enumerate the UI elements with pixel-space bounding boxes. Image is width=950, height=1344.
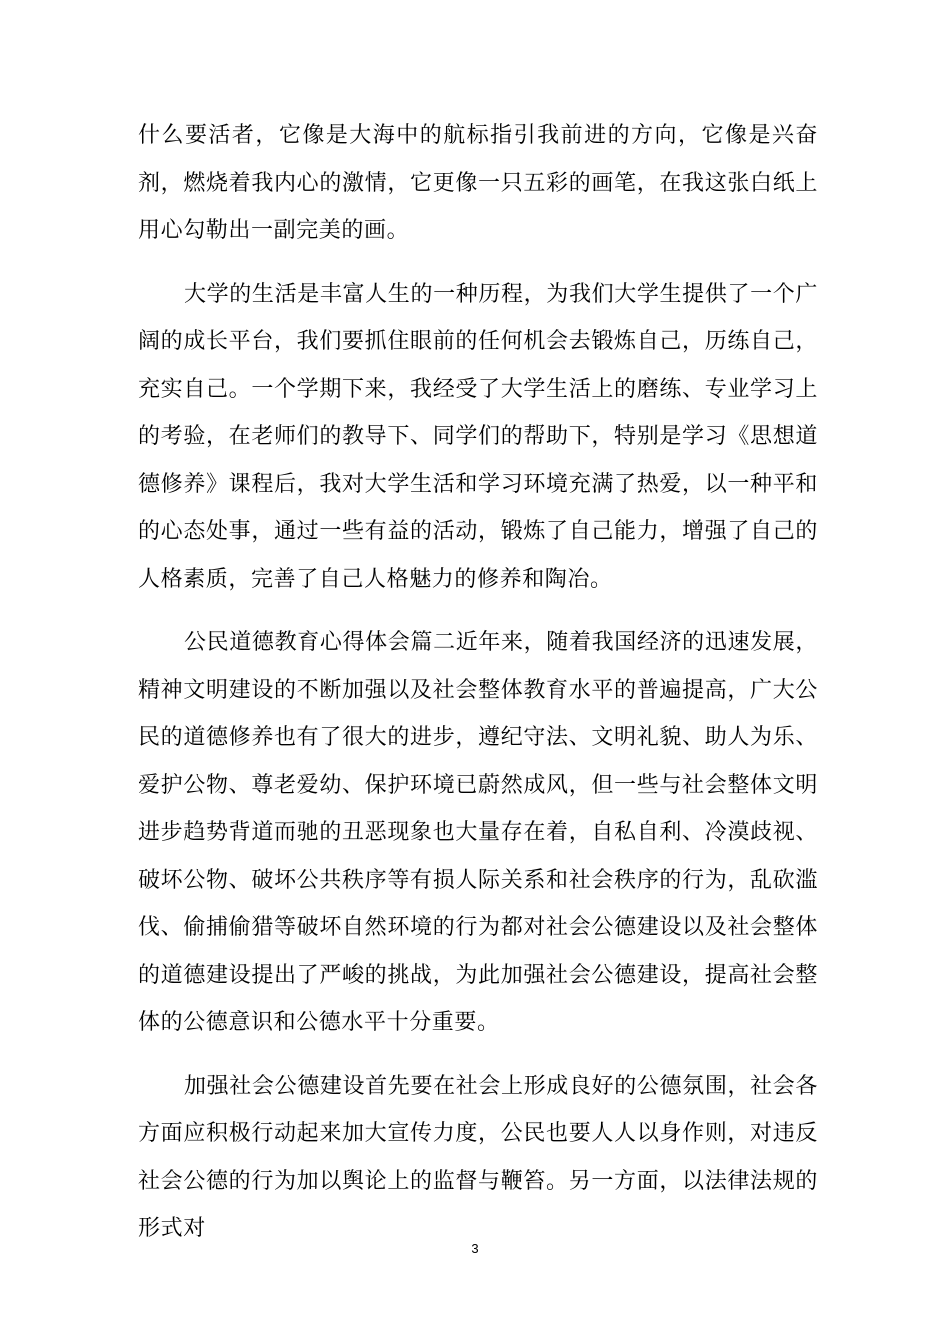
paragraph-college-life: 大学的生活是丰富人生的一种历程，为我们大学生提供了一个广阔的成长平台，我们要抓住眼前的任何机会去锻炼自己，历练自己，充实自己。一个学期下来，我经受了大学生活上的磨练、专业学习上的考验，在老师们的教导下、同学们的帮助下，特别是学习《思想道德修养》课程后，我对大学生活和学习环境充满了热爱，以一种平和的心态处事，通过一些有益的活动，锻炼了自己能力，增强了自己的人格素质，完善了自己人格魅力的修养和陶冶。 (138, 281, 818, 592)
paragraph-continued: 什么要活者，它像是大海中的航标指引我前进的方向，它像是兴奋剂，燃烧着我内心的激情，它更像一只五彩的画笔，在我这张白纸上用心勾勒出一副完美的画。 (138, 123, 818, 243)
paragraph-public-morality: 公民道德教育心得体会篇二近年来，随着我国经济的迅速发展，精神文明建设的不断加强以及社会整体教育水平的普遍提高，广大公民的道德修养也有了很大的进步，遵纪守法、文明礼貌、助人为乐、爱护公物、尊老爱幼、保护环境已蔚然成风，但一些与社会整体文明进步趋势背道而驰的丑恶现象也大量存在着，自私自利、冷漠歧视、破坏公物、破坏公共秩序等有损人际关系和社会秩序的行为，乱砍滥伐、偷捕偷猎等破坏自然环境的行为都对社会公德建设以及社会整体的道德建设提出了严峻的挑战，为此加强社会公德建设，提高社会整体的公德意识和公德水平十分重要。 (138, 630, 818, 1035)
page-number: 3 (471, 1241, 479, 1256)
document-body (138, 112, 818, 1269)
paragraph-social-ethics: 加强社会公德建设首先要在社会上形成良好的公德氛围，社会各方面应积极行动起来加大宣传力度，公民也要人人以身作则，对违反社会公德的行为加以舆论上的监督与鞭笞。另一方面，以法律法规的形式对 (138, 1073, 818, 1241)
